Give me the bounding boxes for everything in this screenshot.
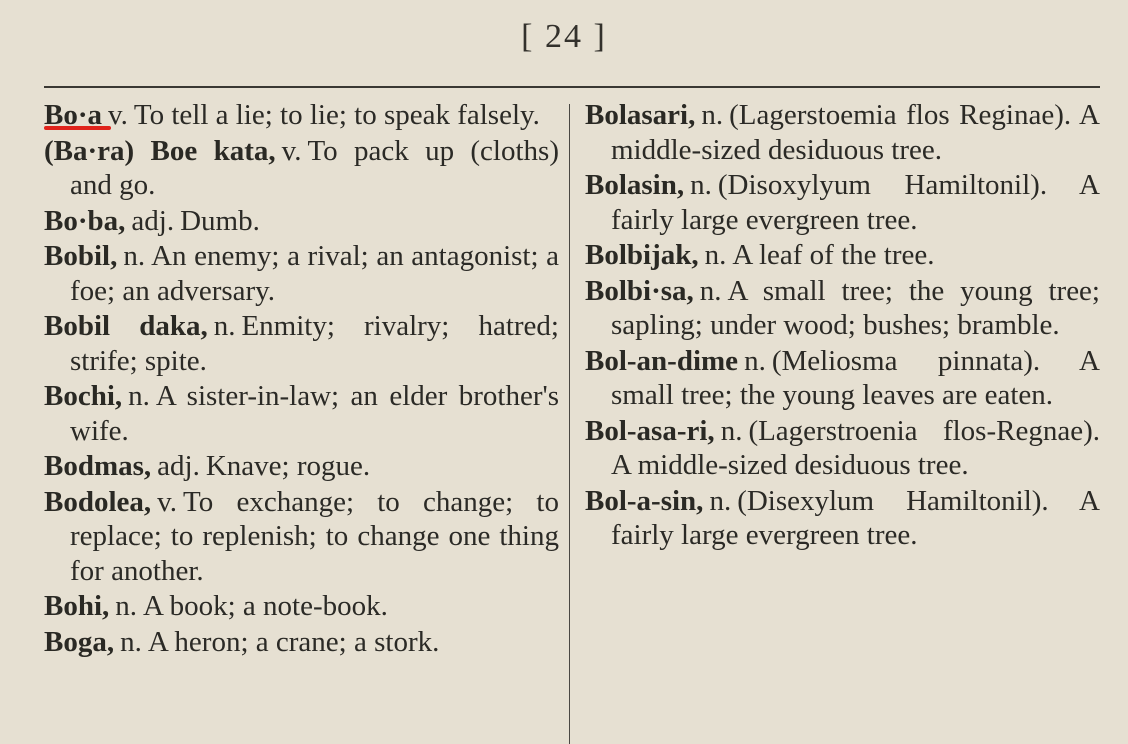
headword: Boga, bbox=[44, 625, 115, 658]
dictionary-entry bbox=[44, 449, 559, 484]
definition: An enemy; a rival; an antagonist; a foe; an adversary. bbox=[70, 240, 559, 307]
headword: Bodmas, bbox=[44, 450, 152, 482]
definition: Knave; rogue. bbox=[205, 450, 371, 482]
definition: (Lagerstoemia flos Reginae). A middle-sized desiduous tree. bbox=[611, 99, 1100, 166]
dictionary-entry bbox=[44, 309, 559, 378]
headword: Bochi, bbox=[44, 380, 123, 412]
dictionary-entry bbox=[44, 379, 559, 448]
definition: Dumb. bbox=[180, 204, 260, 237]
part-of-speech: n. bbox=[115, 590, 138, 622]
part-of-speech: n. bbox=[213, 310, 236, 342]
headword: Bobil, bbox=[44, 240, 118, 272]
definition: A heron; a crane; a stork. bbox=[147, 625, 440, 658]
header-rule bbox=[44, 86, 1100, 88]
dictionary-entry bbox=[585, 98, 1100, 167]
dictionary-entry bbox=[585, 168, 1100, 237]
headword: Bobil daka, bbox=[44, 310, 208, 342]
dictionary-entry bbox=[585, 238, 1100, 273]
headword: Bol-an-dime bbox=[585, 344, 739, 377]
headword: Bolbijak, bbox=[585, 239, 699, 271]
headword: Bohi, bbox=[44, 590, 110, 622]
part-of-speech: n. bbox=[128, 380, 150, 412]
dictionary-entry bbox=[44, 485, 559, 589]
red-underline-annotation bbox=[44, 126, 111, 130]
dictionary-entry bbox=[585, 344, 1100, 413]
definition: (Disoxylyum Hamiltonil). A fairly large evergreen tree. bbox=[611, 169, 1100, 236]
dictionary-entry bbox=[44, 239, 559, 308]
definition: (Meliosma pinnata). A small tree; the young leaves are eaten. bbox=[611, 344, 1100, 411]
part-of-speech: n. bbox=[704, 239, 727, 271]
part-of-speech: v. bbox=[157, 485, 178, 518]
headword: Bolasari, bbox=[585, 99, 696, 131]
part-of-speech: adj. bbox=[157, 450, 200, 482]
definition: To tell a lie; to lie; to speak falsely. bbox=[133, 99, 540, 131]
definition: To exchange; to change; to replace; to replenish; to change one thing for another. bbox=[70, 485, 559, 587]
definition: (Disexylum Hamiltonil). A fairly large evergreen tree. bbox=[611, 484, 1100, 551]
headword: Bol-asa-ri, bbox=[585, 414, 715, 447]
dictionary-entry bbox=[585, 484, 1100, 553]
definition: To pack up (cloths) and go. bbox=[70, 134, 559, 201]
headword: Bodolea, bbox=[44, 485, 152, 518]
part-of-speech: adj. bbox=[131, 204, 175, 237]
part-of-speech: n. bbox=[744, 344, 766, 377]
left-column bbox=[44, 98, 559, 660]
part-of-speech: n. bbox=[699, 274, 722, 307]
dictionary-entry bbox=[44, 589, 559, 624]
headword: Bolbi·sa, bbox=[585, 274, 694, 307]
definition: A small tree; the young tree; sapling; under wood; bushes; bramble. bbox=[611, 274, 1100, 341]
headword: Bo·ba, bbox=[44, 204, 126, 237]
dictionary-entry bbox=[44, 625, 559, 660]
dictionary-entry bbox=[585, 274, 1100, 343]
headword: Bol-a-sin, bbox=[585, 484, 704, 517]
column-divider bbox=[569, 104, 570, 744]
definition: A leaf of the tree. bbox=[732, 239, 935, 271]
part-of-speech: n. bbox=[709, 484, 732, 517]
dictionary-entry bbox=[44, 134, 559, 203]
dictionary-entry bbox=[585, 414, 1100, 483]
definition: Enmity; rivalry; hatred; strife; spite. bbox=[70, 310, 559, 377]
headword: Bo·a bbox=[44, 99, 103, 131]
right-column bbox=[585, 98, 1100, 554]
page-number: [ 24 ] bbox=[521, 18, 607, 55]
part-of-speech: v. bbox=[281, 134, 302, 167]
part-of-speech: n. bbox=[123, 240, 146, 272]
definition: A book; a note-book. bbox=[143, 590, 388, 622]
dictionary-entry bbox=[44, 98, 559, 133]
part-of-speech: n. bbox=[701, 99, 724, 131]
part-of-speech: n. bbox=[120, 625, 142, 658]
part-of-speech: v. bbox=[108, 99, 128, 131]
definition: A sister-in-law; an elder brother's wife. bbox=[70, 380, 559, 447]
definition: (Lagerstroenia flos-Regnae). A middle-sized desiduous tree. bbox=[611, 414, 1100, 481]
part-of-speech: n. bbox=[720, 414, 743, 447]
headword: (Ba·ra) Boe kata, bbox=[44, 134, 276, 167]
dictionary-entry bbox=[44, 204, 559, 239]
headword: Bolasin, bbox=[585, 169, 685, 201]
part-of-speech: n. bbox=[690, 169, 712, 201]
